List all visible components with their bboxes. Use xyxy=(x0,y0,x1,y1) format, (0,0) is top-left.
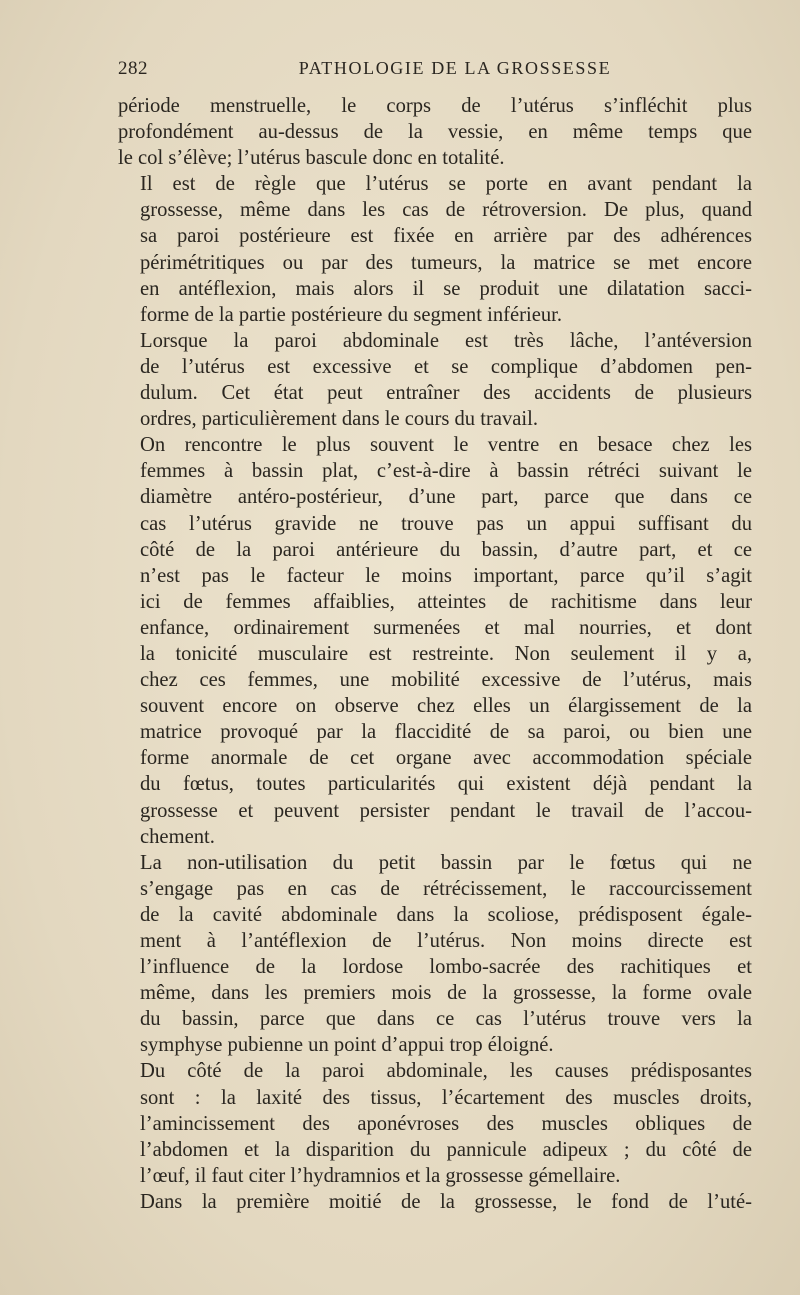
text-line: matrice provoqué par la flaccidité de sa paroi, ou bien une xyxy=(140,721,752,744)
text-line: l’influence de la lordose lombo-sacrée des rachitiques et xyxy=(140,956,752,979)
text-line: l’abdomen et la disparition du pannicule adipeux ; du côté de xyxy=(140,1138,752,1161)
text-line: de la cavité abdominale dans la scoliose, prédisposent égale- xyxy=(140,903,752,926)
text-line: côté de la paroi antérieure du bassin, d’autre part, et ce xyxy=(140,538,752,561)
text-line: diamètre antéro-postérieur, d’une part, parce que dans ce xyxy=(140,486,752,509)
text-line: n’est pas le facteur le moins important, parce qu’il s’agit xyxy=(140,564,752,587)
text-line: souvent encore on observe chez elles un élargissement de la xyxy=(140,695,752,718)
text-line: cas l’utérus gravide ne trouve pas un appui suffisant du xyxy=(140,512,752,535)
text-line: dulum. Cet état peut entraîner des accidents de plusieurs xyxy=(140,382,752,405)
paragraph xyxy=(118,328,752,432)
text-line: l’amincissement des aponévroses des muscles obliques de xyxy=(140,1112,752,1135)
paragraph xyxy=(118,432,752,850)
text-line: grossesse, même dans les cas de rétroversion. De plus, quand xyxy=(140,199,752,222)
text-line: la tonicité musculaire est restreinte. Non seulement il y a, xyxy=(140,642,752,665)
text-line: ordres, particulièrement dans le cours du travail. xyxy=(140,408,538,431)
text-line: On rencontre le plus souvent le ventre en besace chez les xyxy=(140,434,752,457)
text-line: du fœtus, toutes particularités qui existent déjà pendant la xyxy=(140,773,752,796)
text-line: forme de la partie postérieure du segment inférieur. xyxy=(140,303,563,326)
running-head xyxy=(118,58,752,88)
text-line: en antéflexion, mais alors il se produit une dilatation sacci- xyxy=(140,277,752,300)
paragraph xyxy=(118,1058,752,1188)
text-line: grossesse et peuvent persister pendant le travail de l’accou- xyxy=(140,799,752,822)
text-line: sa paroi postérieure est fixée en arrière par des adhérences xyxy=(140,225,752,248)
text-line: sont : la laxité des tissus, l’écartement des muscles droits, xyxy=(140,1086,752,1109)
paragraph xyxy=(118,850,752,1059)
text-line: Il est de règle que l’utérus se porte en avant pendant la xyxy=(140,173,752,196)
body-text xyxy=(118,93,752,1215)
paragraph xyxy=(118,93,752,171)
text-line: femmes à bassin plat, c’est-à-dire à bassin rétréci suivant le xyxy=(140,460,752,483)
text-line: de l’utérus est excessive et se complique d’abdomen pen- xyxy=(140,355,752,378)
text-line: l’œuf, il faut citer l’hydramnios et la grossesse gémellaire. xyxy=(140,1164,621,1187)
text-line: s’engage pas en cas de rétrécissement, le raccourcissement xyxy=(140,877,752,900)
running-title: PATHOLOGIE DE LA GROSSESSE xyxy=(298,58,612,78)
paragraph xyxy=(118,1189,752,1215)
text-line: symphyse pubienne un point d’appui trop éloigné. xyxy=(140,1034,554,1057)
page-number: 282 xyxy=(118,58,148,79)
text-line: Dans la première moitié de la grossesse, le fond de l’uté- xyxy=(140,1190,752,1213)
text-line: du bassin, parce que dans ce cas l’utérus trouve vers la xyxy=(140,1008,752,1031)
paragraph xyxy=(118,171,752,328)
text-line: forme anormale de cet organe avec accommodation spéciale xyxy=(140,747,752,770)
text-line: ment à l’antéflexion de l’utérus. Non moins directe est xyxy=(140,930,752,952)
text-line: Lorsque la paroi abdominale est très lâche, l’antéversion xyxy=(140,329,752,352)
text-line: enfance, ordinairement surmenées et mal nourries, et dont xyxy=(140,616,752,639)
text-line: période menstruelle, le corps de l’utérus s’infléchit plus xyxy=(118,95,752,117)
text-line: chez ces femmes, une mobilité excessive de l’utérus, mais xyxy=(140,669,752,692)
text-line: même, dans les premiers mois de la grossesse, la forme ovale xyxy=(140,982,752,1005)
text-line: chement. xyxy=(140,825,215,848)
text-line: La non-utilisation du petit bassin par le fœtus qui ne xyxy=(140,851,752,874)
text-line: le col s’élève; l’utérus bascule donc en totalité. xyxy=(118,147,505,170)
text-line: Du côté de la paroi abdominale, les causes prédisposantes xyxy=(140,1060,752,1083)
text-line: périmétritiques ou par des tumeurs, la matrice se met encore xyxy=(140,251,752,274)
text-line: ici de femmes affaiblies, atteintes de rachitisme dans leur xyxy=(140,590,752,613)
text-line: profondément au-dessus de la vessie, en même temps que xyxy=(118,121,752,144)
